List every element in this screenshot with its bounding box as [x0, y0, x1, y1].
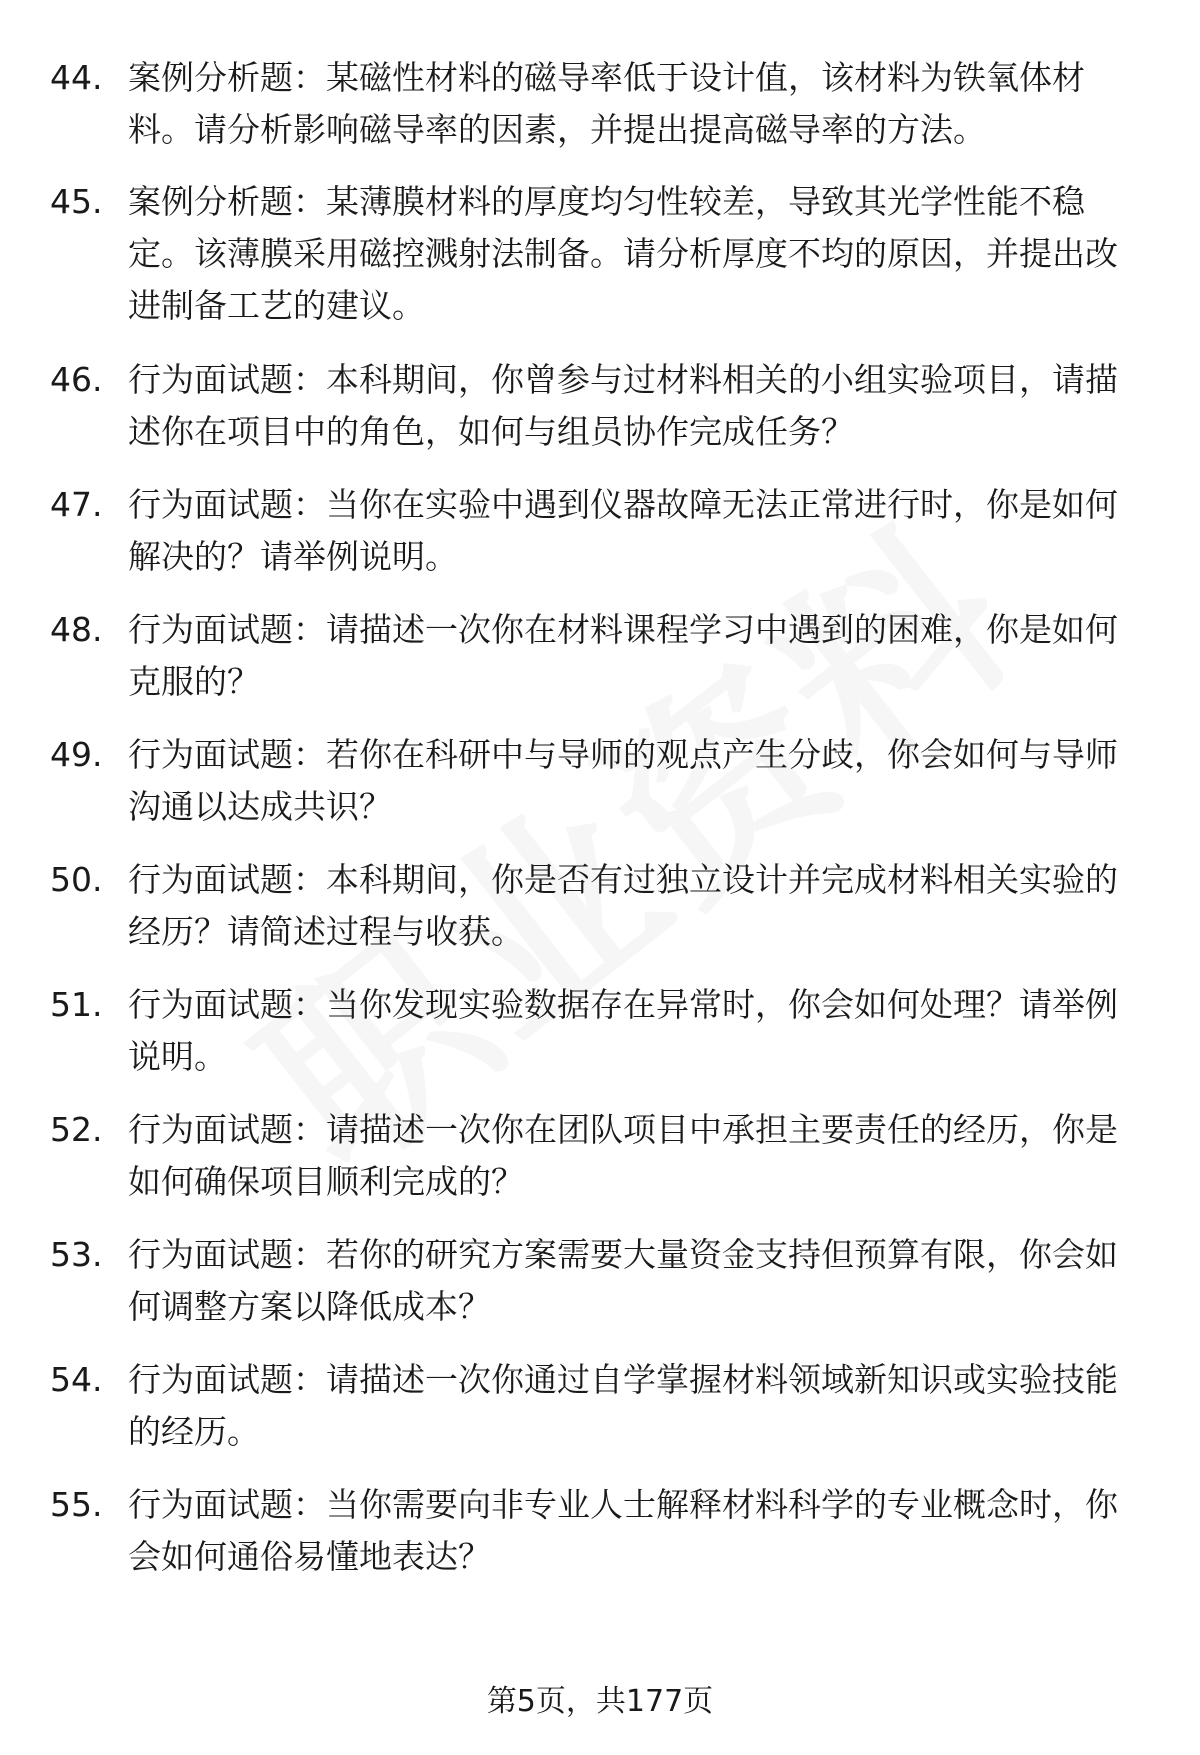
question-number: 55. — [50, 1485, 103, 1524]
question-number: 51. — [50, 985, 103, 1024]
question-item — [50, 854, 1150, 958]
question-text: 案例分析题：某薄膜材料的厚度均匀性较差，导致其光学性能不稳定。该薄膜采用磁控溅射法制备。请分析厚度不均的原因，并提出改进制备工艺的建议。 — [128, 182, 1118, 325]
question-text: 行为面试题：请描述一次你在团队项目中承担主要责任的经历，你是如何确保项目顺利完成的？ — [128, 1110, 1118, 1201]
question-number: 52. — [50, 1110, 103, 1149]
question-text: 行为面试题：若你的研究方案需要大量资金支持但预算有限，你会如何调整方案以降低成本？ — [128, 1235, 1118, 1326]
question-text: 行为面试题：本科期间，你是否有过独立设计并完成材料相关实验的经历？请简述过程与收获。 — [128, 860, 1118, 951]
question-text: 行为面试题：当你发现实验数据存在异常时，你会如何处理？请举例说明。 — [128, 985, 1118, 1076]
question-item — [50, 1354, 1150, 1458]
question-item — [50, 354, 1150, 458]
question-text: 行为面试题：本科期间，你曾参与过材料相关的小组实验项目，请描述你在项目中的角色，如何与组员协作完成任务？ — [128, 360, 1118, 451]
question-item — [50, 176, 1150, 332]
question-text: 行为面试题：请描述一次你通过自学掌握材料领域新知识或实验技能的经历。 — [128, 1360, 1118, 1451]
question-number: 48. — [50, 610, 103, 649]
question-number: 50. — [50, 860, 103, 899]
question-number: 53. — [50, 1235, 103, 1274]
question-text: 案例分析题：某磁性材料的磁导率低于设计值，该材料为铁氧体材料。请分析影响磁导率的因素，并提出提高磁导率的方法。 — [128, 58, 1085, 149]
question-number: 46. — [50, 360, 103, 399]
question-number: 54. — [50, 1360, 103, 1399]
question-text: 行为面试题：当你需要向非专业人士解释材料科学的专业概念时，你会如何通俗易懂地表达？ — [128, 1485, 1118, 1576]
question-item — [50, 979, 1150, 1083]
question-text: 行为面试题：请描述一次你在材料课程学习中遇到的困难，你是如何克服的？ — [128, 610, 1118, 701]
question-item — [50, 52, 1150, 156]
question-item — [50, 1104, 1150, 1208]
question-item — [50, 729, 1150, 833]
question-item — [50, 1229, 1150, 1333]
question-text: 行为面试题：当你在实验中遇到仪器故障无法正常进行时，你是如何解决的？请举例说明。 — [128, 485, 1118, 576]
question-text: 行为面试题：若你在科研中与导师的观点产生分歧，你会如何与导师沟通以达成共识？ — [128, 735, 1118, 826]
page-footer: 第5页，共177页 — [486, 1684, 714, 1719]
question-number: 47. — [50, 485, 103, 524]
question-item — [50, 479, 1150, 583]
question-number: 44. — [50, 58, 103, 97]
question-number: 49. — [50, 735, 103, 774]
question-item — [50, 1479, 1150, 1583]
question-list — [50, 52, 1150, 1583]
question-item — [50, 604, 1150, 708]
question-number: 45. — [50, 182, 103, 221]
